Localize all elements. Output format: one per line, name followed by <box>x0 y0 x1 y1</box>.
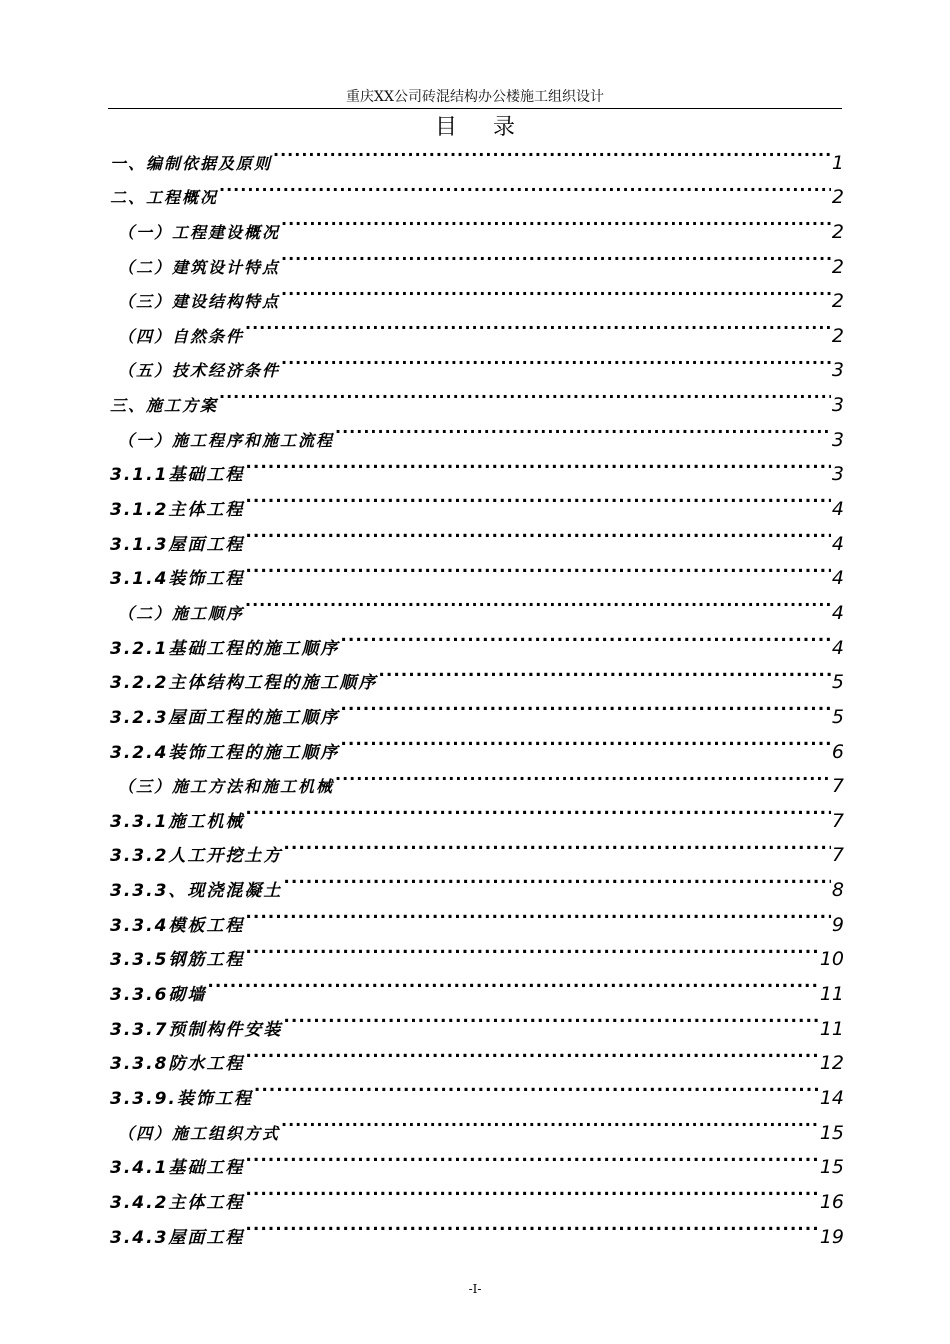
toc-entry-page: 2 <box>831 290 844 313</box>
toc-dot-leader <box>340 723 831 758</box>
toc-entry[interactable] <box>110 965 844 1006</box>
toc-entry-page: 2 <box>831 186 844 209</box>
toc-entry-page: 19 <box>819 1225 844 1248</box>
toc-entry-label: 3.3.3、现浇混凝土 <box>110 881 283 902</box>
toc-dot-leader <box>281 342 831 377</box>
toc-entry-page: 14 <box>819 1086 844 1109</box>
toc-dot-leader <box>281 203 831 238</box>
toc-dot-leader <box>245 1035 818 1070</box>
toc-entry[interactable] <box>110 411 844 451</box>
toc-entry-label: 一、编制依据及原则 <box>110 153 273 173</box>
toc-entry-page: 10 <box>819 948 844 971</box>
toc-entry-label: 3.1.1基础工程 <box>110 465 245 486</box>
toc-entry-page: 6 <box>831 740 844 763</box>
toc-entry-page: 11 <box>819 983 844 1006</box>
toc-entry-label: 3.2.1基础工程的施工顺序 <box>110 638 340 659</box>
toc-dot-leader <box>245 446 831 481</box>
header-divider <box>108 108 842 109</box>
toc-entry-page: 15 <box>819 1121 844 1144</box>
toc-entry-page: 16 <box>819 1190 844 1213</box>
toc-dot-leader <box>245 584 831 619</box>
toc-dot-leader <box>283 861 831 896</box>
toc-entry-page: 4 <box>831 636 844 659</box>
toc-entry-label: （二）建筑设计特点 <box>118 257 281 277</box>
toc-dot-leader <box>340 619 831 654</box>
toc-entry-label: 3.3.4模板工程 <box>110 915 245 936</box>
toc-entry-page: 4 <box>831 498 844 521</box>
running-header-title: 重庆XX公司砖混结构办公楼施工组织设计 <box>346 89 604 105</box>
toc-entry-label: 3.3.1施工机械 <box>110 811 245 832</box>
toc-entry-page: 3 <box>831 463 844 486</box>
toc-entry-label: 3.4.3屋面工程 <box>110 1227 245 1248</box>
toc-entry-label: 3.1.2主体工程 <box>110 500 245 521</box>
toc-entry[interactable] <box>110 376 844 417</box>
toc-dot-leader <box>245 1173 818 1208</box>
toc-entry-label: （四）自然条件 <box>118 326 245 346</box>
toc-entry-label: （三）建设结构特点 <box>118 292 281 312</box>
toc-entry-page: 3 <box>831 428 844 451</box>
toc-entry-label: 3.3.8防水工程 <box>110 1054 245 1075</box>
toc-entry-label: 3.3.2人工开挖土方 <box>110 846 283 867</box>
toc-entry-label: （二）施工顺序 <box>118 603 245 623</box>
toc-entry-label: 三、施工方案 <box>110 396 219 416</box>
toc-entry-page: 7 <box>831 775 844 798</box>
toc-entry-page: 2 <box>831 324 844 347</box>
toc-dot-leader <box>245 1139 818 1174</box>
toc-entry-label: 二、工程概况 <box>110 188 219 208</box>
toc-entry-label: 3.3.6砌墙 <box>110 985 207 1006</box>
toc-dot-leader <box>283 827 831 862</box>
toc-entry-page: 7 <box>831 844 844 867</box>
toc-dot-leader <box>281 238 831 273</box>
toc-dot-leader <box>219 376 831 411</box>
toc-entry-page: 4 <box>831 567 844 590</box>
toc-dot-leader <box>245 1208 818 1243</box>
toc-entry-label: 3.1.3屋面工程 <box>110 534 245 555</box>
toc-entry-label: 3.3.9.装饰工程 <box>110 1088 253 1109</box>
toc-entry-page: 11 <box>819 1017 844 1040</box>
toc-entry-label: 3.2.2主体结构工程的施工顺序 <box>110 673 378 694</box>
toc-entry-page: 8 <box>831 879 844 902</box>
toc-entry[interactable] <box>110 1000 844 1040</box>
toc-dot-leader <box>335 758 831 793</box>
toc-entry-page: 15 <box>819 1156 844 1179</box>
toc-dot-leader <box>281 273 831 308</box>
toc-entry-page: 5 <box>831 705 844 728</box>
toc-dot-leader <box>378 654 831 689</box>
toc-dot-leader <box>207 965 818 1000</box>
toc-entry-page: 5 <box>831 671 844 694</box>
toc-dot-leader <box>245 515 831 550</box>
toc-entry-label: 3.1.4装饰工程 <box>110 569 245 590</box>
toc-entry[interactable] <box>110 169 844 209</box>
toc-dot-leader <box>245 896 831 931</box>
toc-entry-label: （一）工程建设概况 <box>118 222 281 242</box>
toc-entry-page: 2 <box>831 255 844 278</box>
toc-entry-label: （四）施工组织方式 <box>118 1123 281 1143</box>
footer-page-number: -I- <box>468 1282 482 1296</box>
toc-dot-leader <box>245 550 831 585</box>
toc-dot-leader <box>245 307 831 342</box>
toc-dot-leader <box>254 1069 819 1104</box>
toc-dot-leader <box>245 931 818 966</box>
toc-heading: 目录 <box>434 115 551 140</box>
toc-entry-page: 3 <box>831 394 844 417</box>
table-of-contents <box>110 134 844 1248</box>
toc-dot-leader <box>281 1104 819 1139</box>
toc-dot-leader <box>245 792 831 827</box>
toc-entry-label: （五）技术经济条件 <box>118 361 281 381</box>
toc-entry-page: 1 <box>831 151 844 174</box>
toc-entry-label: 3.4.1基础工程 <box>110 1158 245 1179</box>
toc-entry-page: 4 <box>831 532 844 555</box>
toc-entry-label: （三）施工方法和施工机械 <box>118 777 335 797</box>
toc-entry-page: 9 <box>831 913 844 936</box>
toc-entry[interactable] <box>110 134 844 174</box>
toc-entry-label: （一）施工程序和施工流程 <box>118 430 335 450</box>
toc-entry-label: 3.2.3屋面工程的施工顺序 <box>110 707 340 728</box>
toc-dot-leader <box>340 688 831 723</box>
toc-dot-leader <box>219 169 831 204</box>
toc-entry[interactable] <box>110 203 844 243</box>
toc-dot-leader <box>273 134 831 169</box>
toc-entry-page: 4 <box>831 601 844 624</box>
toc-entry-label: 3.3.7预制构件安装 <box>110 1019 283 1040</box>
toc-entry-page: 3 <box>831 359 844 382</box>
toc-entry-label: 3.2.4装饰工程的施工顺序 <box>110 742 340 763</box>
toc-dot-leader <box>283 1000 818 1035</box>
toc-dot-leader <box>245 480 831 515</box>
toc-entry-label: 3.3.5钢筋工程 <box>110 950 245 971</box>
toc-entry-page: 2 <box>831 220 844 243</box>
toc-entry-page: 12 <box>819 1052 844 1075</box>
toc-dot-leader <box>335 411 831 446</box>
toc-entry-label: 3.4.2主体工程 <box>110 1192 245 1213</box>
toc-entry-page: 7 <box>831 809 844 832</box>
